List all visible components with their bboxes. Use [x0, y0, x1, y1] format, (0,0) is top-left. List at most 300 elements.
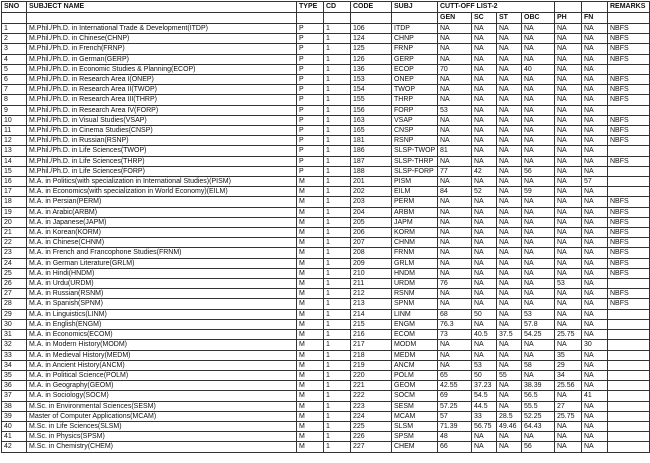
cell-obc: NA — [522, 207, 555, 217]
cell-sno: 37 — [2, 391, 27, 401]
cell-obc: NA — [522, 54, 555, 64]
cell-code: 187 — [351, 156, 392, 166]
cell-sno: 19 — [2, 207, 27, 217]
cell-gen: 76 — [438, 279, 472, 289]
header-blank — [392, 13, 438, 24]
cell-ph: NA — [555, 238, 582, 248]
cell-ph: 25.56 — [555, 381, 582, 391]
cell-sc: NA — [472, 289, 497, 299]
cell-subject-name: M.A. in Russian(RSNM) — [27, 289, 297, 299]
cell-st: NA — [497, 289, 522, 299]
cell-ph: NA — [555, 136, 582, 146]
cell-cd: 1 — [324, 370, 351, 380]
cell-sno: 12 — [2, 136, 27, 146]
cell-remarks — [608, 177, 650, 187]
cell-gen: NA — [438, 197, 472, 207]
cell-code: 225 — [351, 421, 392, 431]
cell-type: P — [297, 85, 324, 95]
table-row — [2, 248, 650, 258]
cell-ph: NA — [555, 340, 582, 350]
cell-gen: NA — [438, 350, 472, 360]
cell-code: 220 — [351, 370, 392, 380]
cell-fn: NA — [582, 411, 608, 421]
cell-type: M — [297, 391, 324, 401]
cell-st: NA — [497, 34, 522, 44]
cell-fn: 30 — [582, 340, 608, 350]
table-row — [2, 401, 650, 411]
cell-st: NA — [497, 258, 522, 268]
cell-st: NA — [497, 64, 522, 74]
cell-obc: 56.5 — [522, 391, 555, 401]
cell-cd: 1 — [324, 391, 351, 401]
cell-subject-name: M.A. in Politics(with specialization in International Studies)(PISM) — [27, 177, 297, 187]
cell-cd: 1 — [324, 411, 351, 421]
cell-fn: NA — [582, 166, 608, 176]
header-subj: SUBJ — [392, 2, 438, 13]
cell-cd: 1 — [324, 381, 351, 391]
cell-subj: ARBM — [392, 207, 438, 217]
cell-remarks — [608, 432, 650, 442]
cell-subject-name: M.A. in Modern History(MODM) — [27, 340, 297, 350]
cell-subj: CNSP — [392, 126, 438, 136]
cell-st: NA — [497, 105, 522, 115]
cell-ph: NA — [555, 54, 582, 64]
cell-sc: NA — [472, 64, 497, 74]
cell-gen: NA — [438, 44, 472, 54]
cell-subject-name: M.Phil./Ph.D. in Russian(RSNP) — [27, 136, 297, 146]
cell-subj: CHNP — [392, 34, 438, 44]
cell-gen: 70 — [438, 64, 472, 74]
cell-code: 206 — [351, 228, 392, 238]
cell-subject-name: M.Sc. in Environmental Sciences(SESM) — [27, 401, 297, 411]
cell-code: 155 — [351, 95, 392, 105]
cell-gen: NA — [438, 115, 472, 125]
cell-sc: NA — [472, 432, 497, 442]
cell-subject-name: M.A. in Urdu(URDM) — [27, 279, 297, 289]
cell-subject-name: M.A. in Persian(PERM) — [27, 197, 297, 207]
cell-remarks — [608, 330, 650, 340]
header-blank — [27, 13, 297, 24]
table-row — [2, 319, 650, 329]
cell-sc: 54.5 — [472, 391, 497, 401]
cell-ph: 35 — [555, 350, 582, 360]
cell-ph: NA — [555, 442, 582, 452]
cell-obc: 64.43 — [522, 421, 555, 431]
cell-st: NA — [497, 228, 522, 238]
cell-obc: NA — [522, 258, 555, 268]
cell-code: 221 — [351, 381, 392, 391]
cell-sc: NA — [472, 258, 497, 268]
cell-gen: NA — [438, 299, 472, 309]
cell-type: P — [297, 146, 324, 156]
cell-remarks: NBFS — [608, 126, 650, 136]
cell-sc: NA — [472, 340, 497, 350]
cell-subject-name: M.A. in French and Francophone Studies(FRNM) — [27, 248, 297, 258]
cell-fn: 57 — [582, 177, 608, 187]
cell-cd: 1 — [324, 95, 351, 105]
cell-obc: 58 — [522, 360, 555, 370]
cell-type: M — [297, 207, 324, 217]
cell-st: NA — [497, 187, 522, 197]
cell-subj: ANCM — [392, 360, 438, 370]
cell-subj: URDM — [392, 279, 438, 289]
header-type: TYPE — [297, 2, 324, 13]
header-remarks: REMARKS — [608, 2, 650, 13]
cell-fn: NA — [582, 350, 608, 360]
cell-subj: PERM — [392, 197, 438, 207]
cell-sc: NA — [472, 238, 497, 248]
cell-type: M — [297, 442, 324, 452]
cell-ph: 25.75 — [555, 411, 582, 421]
cell-cd: 1 — [324, 330, 351, 340]
cell-cd: 1 — [324, 156, 351, 166]
cell-cd: 1 — [324, 258, 351, 268]
cell-remarks — [608, 105, 650, 115]
cell-cd: 1 — [324, 279, 351, 289]
cell-sc: NA — [472, 319, 497, 329]
cell-cd: 1 — [324, 248, 351, 258]
cell-obc: NA — [522, 85, 555, 95]
cell-fn: NA — [582, 34, 608, 44]
cell-fn: 41 — [582, 391, 608, 401]
cell-sno: 6 — [2, 75, 27, 85]
cell-type: M — [297, 279, 324, 289]
cell-sc: NA — [472, 156, 497, 166]
cell-code: 124 — [351, 34, 392, 44]
cell-sc: NA — [472, 75, 497, 85]
header-row-2 — [2, 13, 650, 24]
cell-ph: 25.75 — [555, 330, 582, 340]
cell-code: 215 — [351, 319, 392, 329]
cell-type: P — [297, 95, 324, 105]
cell-subj: ECOP — [392, 64, 438, 74]
cell-subj: ENGM — [392, 319, 438, 329]
table-row — [2, 289, 650, 299]
cell-st: NA — [497, 177, 522, 187]
cell-code: 219 — [351, 360, 392, 370]
cell-fn: NA — [582, 248, 608, 258]
cell-obc: NA — [522, 370, 555, 380]
table-row — [2, 299, 650, 309]
cell-type: M — [297, 309, 324, 319]
cell-cd: 1 — [324, 217, 351, 227]
table-row — [2, 105, 650, 115]
cell-subject-name: M.A. in Japanese(JAPM) — [27, 217, 297, 227]
cell-sno: 9 — [2, 105, 27, 115]
table-row — [2, 381, 650, 391]
cell-code: 211 — [351, 279, 392, 289]
cell-fn: NA — [582, 64, 608, 74]
cell-sc: NA — [472, 24, 497, 34]
cell-gen: 81 — [438, 146, 472, 156]
cell-st: NA — [497, 95, 522, 105]
cell-sc: NA — [472, 136, 497, 146]
cell-subject-name: M.A. in Economics(with specialization in World Economy)(EILM) — [27, 187, 297, 197]
cell-sno: 27 — [2, 289, 27, 299]
header-sc: SC — [472, 13, 497, 24]
cell-ph: NA — [555, 95, 582, 105]
cell-sno: 39 — [2, 411, 27, 421]
cell-fn: NA — [582, 126, 608, 136]
cell-remarks — [608, 360, 650, 370]
cell-cd: 1 — [324, 75, 351, 85]
cell-obc: NA — [522, 197, 555, 207]
header-blank — [351, 13, 392, 24]
cell-code: 226 — [351, 432, 392, 442]
cell-ph: NA — [555, 34, 582, 44]
cell-remarks: NBFS — [608, 299, 650, 309]
cell-subj: FORP — [392, 105, 438, 115]
table-row — [2, 350, 650, 360]
cell-code: 181 — [351, 136, 392, 146]
cell-subject-name: M.A. in Arabic(ARBM) — [27, 207, 297, 217]
cell-obc: NA — [522, 44, 555, 54]
cell-st: NA — [497, 238, 522, 248]
cell-subject-name: M.Phil./Ph.D. in Life Sciences(FORP) — [27, 166, 297, 176]
cell-type: M — [297, 187, 324, 197]
cell-sno: 23 — [2, 248, 27, 258]
cell-remarks: NBFS — [608, 54, 650, 64]
cell-obc: 56 — [522, 166, 555, 176]
cell-code: 216 — [351, 330, 392, 340]
table-row — [2, 360, 650, 370]
cell-type: P — [297, 54, 324, 64]
table-body — [2, 24, 650, 453]
cell-remarks: NBFS — [608, 228, 650, 238]
cell-ph: NA — [555, 319, 582, 329]
cell-subj: GRLM — [392, 258, 438, 268]
cell-obc: 53 — [522, 309, 555, 319]
cell-obc: NA — [522, 350, 555, 360]
cell-fn: NA — [582, 258, 608, 268]
table-row — [2, 340, 650, 350]
cell-type: M — [297, 401, 324, 411]
cell-gen: 66 — [438, 442, 472, 452]
cell-subj: FRNP — [392, 44, 438, 54]
cell-ph: 29 — [555, 360, 582, 370]
cell-remarks — [608, 411, 650, 421]
cell-cd: 1 — [324, 197, 351, 207]
cell-ph: NA — [555, 166, 582, 176]
cell-remarks — [608, 370, 650, 380]
cell-ph: 27 — [555, 401, 582, 411]
cell-remarks — [608, 391, 650, 401]
cell-subject-name: M.Phil./Ph.D. in Research Area II(TWOP) — [27, 85, 297, 95]
cell-gen: NA — [438, 34, 472, 44]
cell-cd: 1 — [324, 228, 351, 238]
cell-type: M — [297, 197, 324, 207]
cell-code: 154 — [351, 85, 392, 95]
cell-fn: NA — [582, 156, 608, 166]
cell-sc: NA — [472, 105, 497, 115]
cell-remarks: NBFS — [608, 44, 650, 54]
cell-fn: NA — [582, 24, 608, 34]
cell-ph: NA — [555, 299, 582, 309]
cell-remarks — [608, 340, 650, 350]
cell-ph: 34 — [555, 370, 582, 380]
cell-subject-name: M.Phil./Ph.D. in German(GERP) — [27, 54, 297, 64]
cell-gen: NA — [438, 75, 472, 85]
cell-sno: 36 — [2, 381, 27, 391]
cell-subj: SPSM — [392, 432, 438, 442]
cell-sno: 11 — [2, 126, 27, 136]
cell-sno: 10 — [2, 115, 27, 125]
cell-subject-name: M.Phil./Ph.D. in Research Area III(THRP) — [27, 95, 297, 105]
cell-type: M — [297, 248, 324, 258]
cell-ph: NA — [555, 268, 582, 278]
cell-st: NA — [497, 299, 522, 309]
cell-subj: MODM — [392, 340, 438, 350]
cell-remarks: NBFS — [608, 95, 650, 105]
cell-subj: ECOM — [392, 330, 438, 340]
cell-ph: NA — [555, 309, 582, 319]
table-row — [2, 44, 650, 54]
cell-type: P — [297, 34, 324, 44]
cell-subject-name: M.Phil./Ph.D. in Life Sciences(THRP) — [27, 156, 297, 166]
cell-sc: NA — [472, 146, 497, 156]
cell-subject-name: Master of Computer Applications(MCAM) — [27, 411, 297, 421]
cell-sno: 34 — [2, 360, 27, 370]
cell-fn: NA — [582, 44, 608, 54]
cell-sno: 29 — [2, 309, 27, 319]
cell-code: 222 — [351, 391, 392, 401]
cell-obc: NA — [522, 248, 555, 258]
cell-st: NA — [497, 381, 522, 391]
table-row — [2, 136, 650, 146]
cell-code: 213 — [351, 299, 392, 309]
cell-cd: 1 — [324, 421, 351, 431]
cell-cd: 1 — [324, 34, 351, 44]
cell-fn: NA — [582, 105, 608, 115]
cell-subj: CHEM — [392, 442, 438, 452]
cell-subj: CHNM — [392, 238, 438, 248]
cell-subj: SLSP-FORP — [392, 166, 438, 176]
cell-ph: NA — [555, 115, 582, 125]
cell-cd: 1 — [324, 319, 351, 329]
cell-gen: 57 — [438, 411, 472, 421]
cell-st: NA — [497, 248, 522, 258]
cell-type: P — [297, 136, 324, 146]
cell-cd: 1 — [324, 64, 351, 74]
cell-ph: NA — [555, 24, 582, 34]
cell-subj: KORM — [392, 228, 438, 238]
cell-obc: NA — [522, 238, 555, 248]
cell-sno: 24 — [2, 258, 27, 268]
cell-subj: ONEP — [392, 75, 438, 85]
cell-sc: 52 — [472, 187, 497, 197]
header-ph: PH — [555, 13, 582, 24]
cell-remarks: NBFS — [608, 34, 650, 44]
cell-subj: PISM — [392, 177, 438, 187]
cell-obc: 56 — [522, 442, 555, 452]
cell-sc: NA — [472, 217, 497, 227]
table-row — [2, 370, 650, 380]
cell-st: NA — [497, 319, 522, 329]
cell-ph: NA — [555, 421, 582, 431]
table-row — [2, 177, 650, 187]
cell-subj: SESM — [392, 401, 438, 411]
cell-st: NA — [497, 391, 522, 401]
cell-remarks: NBFS — [608, 238, 650, 248]
cell-fn: NA — [582, 115, 608, 125]
cell-type: M — [297, 350, 324, 360]
cell-subject-name: M.A. in Geography(GEOM) — [27, 381, 297, 391]
cell-subject-name: M.Sc. in Life Sciences(SLSM) — [27, 421, 297, 431]
cell-sc: NA — [472, 207, 497, 217]
table-row — [2, 85, 650, 95]
cell-subj: SLSM — [392, 421, 438, 431]
cell-sno: 21 — [2, 228, 27, 238]
cell-obc: NA — [522, 34, 555, 44]
header-st: ST — [497, 13, 522, 24]
cell-subj: LINM — [392, 309, 438, 319]
cell-gen: 42.55 — [438, 381, 472, 391]
table-row — [2, 54, 650, 64]
cell-fn: NA — [582, 360, 608, 370]
cell-ph: NA — [555, 187, 582, 197]
cell-fn: NA — [582, 95, 608, 105]
table-row — [2, 258, 650, 268]
cell-sno: 42 — [2, 442, 27, 452]
cell-cd: 1 — [324, 238, 351, 248]
cell-remarks — [608, 319, 650, 329]
header-gen: GEN — [438, 13, 472, 24]
cell-st: NA — [497, 442, 522, 452]
cell-gen: NA — [438, 207, 472, 217]
cell-sc: 56.75 — [472, 421, 497, 431]
cell-obc: NA — [522, 299, 555, 309]
cell-sno: 8 — [2, 95, 27, 105]
cell-st: NA — [497, 309, 522, 319]
cell-sc: NA — [472, 177, 497, 187]
cell-fn: NA — [582, 432, 608, 442]
cell-cd: 1 — [324, 54, 351, 64]
cell-type: P — [297, 126, 324, 136]
cell-sno: 26 — [2, 279, 27, 289]
cell-sc: NA — [472, 299, 497, 309]
cell-st: NA — [497, 136, 522, 146]
cell-cd: 1 — [324, 166, 351, 176]
cell-remarks — [608, 381, 650, 391]
cell-code: 214 — [351, 309, 392, 319]
cell-fn: NA — [582, 268, 608, 278]
cell-type: M — [297, 258, 324, 268]
cell-code: 227 — [351, 442, 392, 452]
cell-subject-name: M.Phil./Ph.D. in Research Area I(ONEP) — [27, 75, 297, 85]
cell-st: 37.5 — [497, 330, 522, 340]
cell-gen: 65 — [438, 370, 472, 380]
cutoff-table — [1, 1, 650, 453]
cell-cd: 1 — [324, 268, 351, 278]
cell-sno: 1 — [2, 24, 27, 34]
cell-code: 203 — [351, 197, 392, 207]
cell-remarks — [608, 442, 650, 452]
cell-remarks: NBFS — [608, 268, 650, 278]
cell-fn: NA — [582, 217, 608, 227]
table-row — [2, 228, 650, 238]
cell-st: 28.5 — [497, 411, 522, 421]
cell-cd: 1 — [324, 432, 351, 442]
cell-code: 165 — [351, 126, 392, 136]
cell-remarks — [608, 401, 650, 411]
cell-sno: 2 — [2, 34, 27, 44]
cell-obc: NA — [522, 146, 555, 156]
cell-gen: 76.3 — [438, 319, 472, 329]
cell-sno: 14 — [2, 156, 27, 166]
cell-sc: NA — [472, 350, 497, 360]
cell-st: NA — [497, 360, 522, 370]
cell-ph: NA — [555, 289, 582, 299]
